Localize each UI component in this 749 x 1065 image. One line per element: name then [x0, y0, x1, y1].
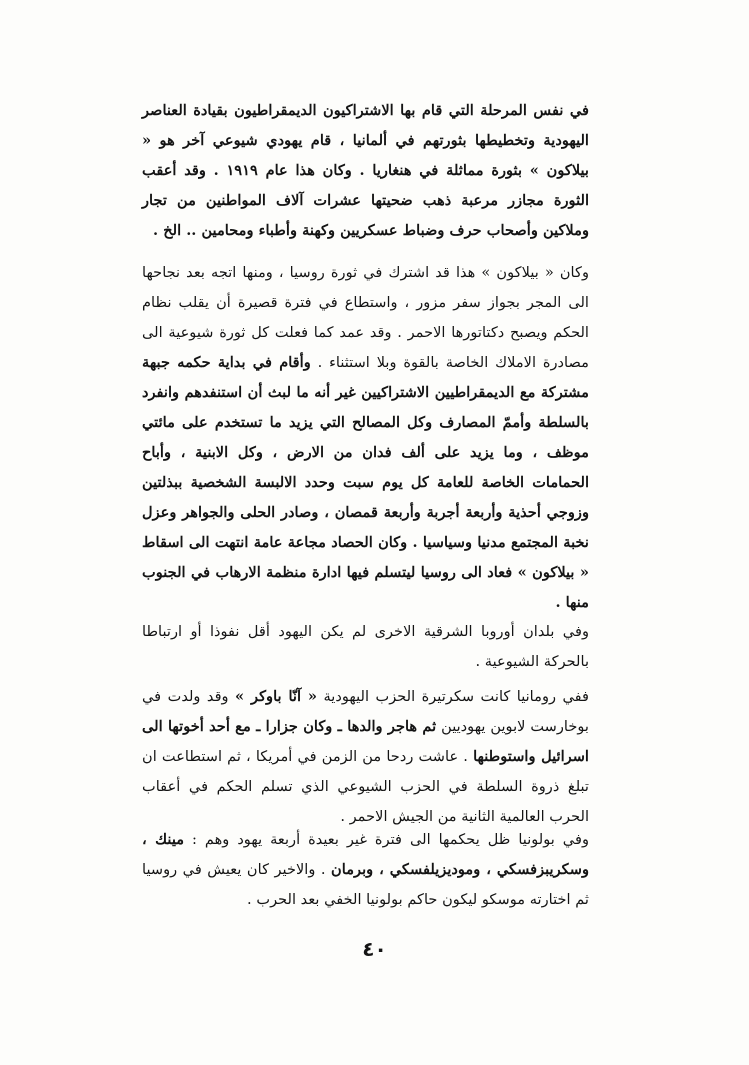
bold-text-segment: مينك ، وسكريبزفسكي ، وموديزيلفسكي ، وبرمان [142, 831, 589, 878]
page-number: ٤٠ [362, 937, 387, 961]
text-segment: ففي رومانيا كانت سكرتيرة الحزب اليهودية [317, 688, 589, 705]
text-segment: وكان « بيلاكون » هذا قد اشترك في ثورة روسيا ، ومنها اتجه بعد نجاحها الى المجر بجواز سفر مزور ، واستطاع في فترة قصيرة أن يقلب نظام الحكم ويصبح دكتاتورها الاحمر . وقد عمد كما فعلت كل ثورة شيوعية الى مصادرة الاملاك الخاصة بالقوة وبلا استثناء . [142, 264, 589, 371]
bold-text-segment: وأقام في بداية حكمه جبهة مشتركة مع الديمقراطيين الاشتراكيين غير أنه ما لبث أن استنفدهم وانفرد بالسلطة وأممّ المصارف وكل المصالح التي يزيد ما تستخدم على مائتي موظف ، وما يزيد على ألف فدان من الارض ، وكل الابنية ، وأباح الحمامات الخاصة للعامة كل يوم سبت وحدد الالبسة الشخصية ببذلتين وزوجي أحذية وأربعة أجربة وأربعة قمصان ، وصادر الحلى والجواهر وعزل نخبة المجتمع مدنيا وسياسيا . وكان الحصاد مجاعة عامة انتهت الى اسقاط « بيلاكون » فعاد الى روسيا ليتسلم فيها ادارة منظمة الارهاب في الجنوب منها . [142, 354, 589, 611]
paragraph-body [142, 825, 589, 915]
paragraph-1 [142, 96, 589, 246]
paragraph-2 [142, 258, 589, 618]
text-segment: وفي بلدان أوروبا الشرقية الاخرى لم يكن اليهود أقل نفوذا أو ارتباطا بالحركة الشيوعية . [142, 623, 589, 670]
bold-text-segment: في نفس المرحلة التي قام بها الاشتراكيون الديمقراطيون بقيادة العناصر اليهودية وتخطيطها بثورتهم في ألمانيا ، قام يهودي شيوعي آخر هو « بيلاكون » بثورة مماثلة في هنغاريا . وكان هذا عام ١٩١٩ . وقد أعقب الثورة مجازر مرعبة ذهب ضحيتها عشرات آلاف المواطنين من تجار وملاكين وأصحاب حرف وضباط عسكريين وكهنة وأطباء ومحامين .. الخ . [142, 102, 589, 239]
text-segment: . عاشت ردحا من الزمن في أمريكا ، ثم استطاعت ان تبلغ ذروة السلطة في الحزب الشيوعي الذي تسلم الحكم في أعقاب الحرب العالمية الثانية من الجيش الاحمر . [142, 748, 589, 825]
text-segment: . والاخير كان يعيش في روسيا ثم اختارته موسكو ليكون حاكم بولونيا الخفي بعد الحرب . [142, 861, 589, 908]
paragraph-3 [142, 617, 589, 677]
paragraph-body [142, 682, 589, 832]
bold-text-segment: ثم هاجر والدها ـ وكان جزارا ـ مع أحد أخوتها الى اسرائيل واستوطنها [142, 718, 589, 765]
paragraph-body [142, 258, 589, 618]
text-segment: وقد ولدت في بوخارست لابوين يهوديين [142, 688, 589, 735]
text-segment: وفي بولونيا ظل يحكمها الى فترة غير بعيدة أربعة يهود وهم : [184, 831, 589, 848]
bold-text-segment: « آنّا باوكر » [235, 688, 318, 705]
paragraph-body [142, 617, 589, 677]
paragraph-4 [142, 682, 589, 832]
paragraph-5 [142, 825, 589, 915]
paragraph-body [142, 96, 589, 246]
